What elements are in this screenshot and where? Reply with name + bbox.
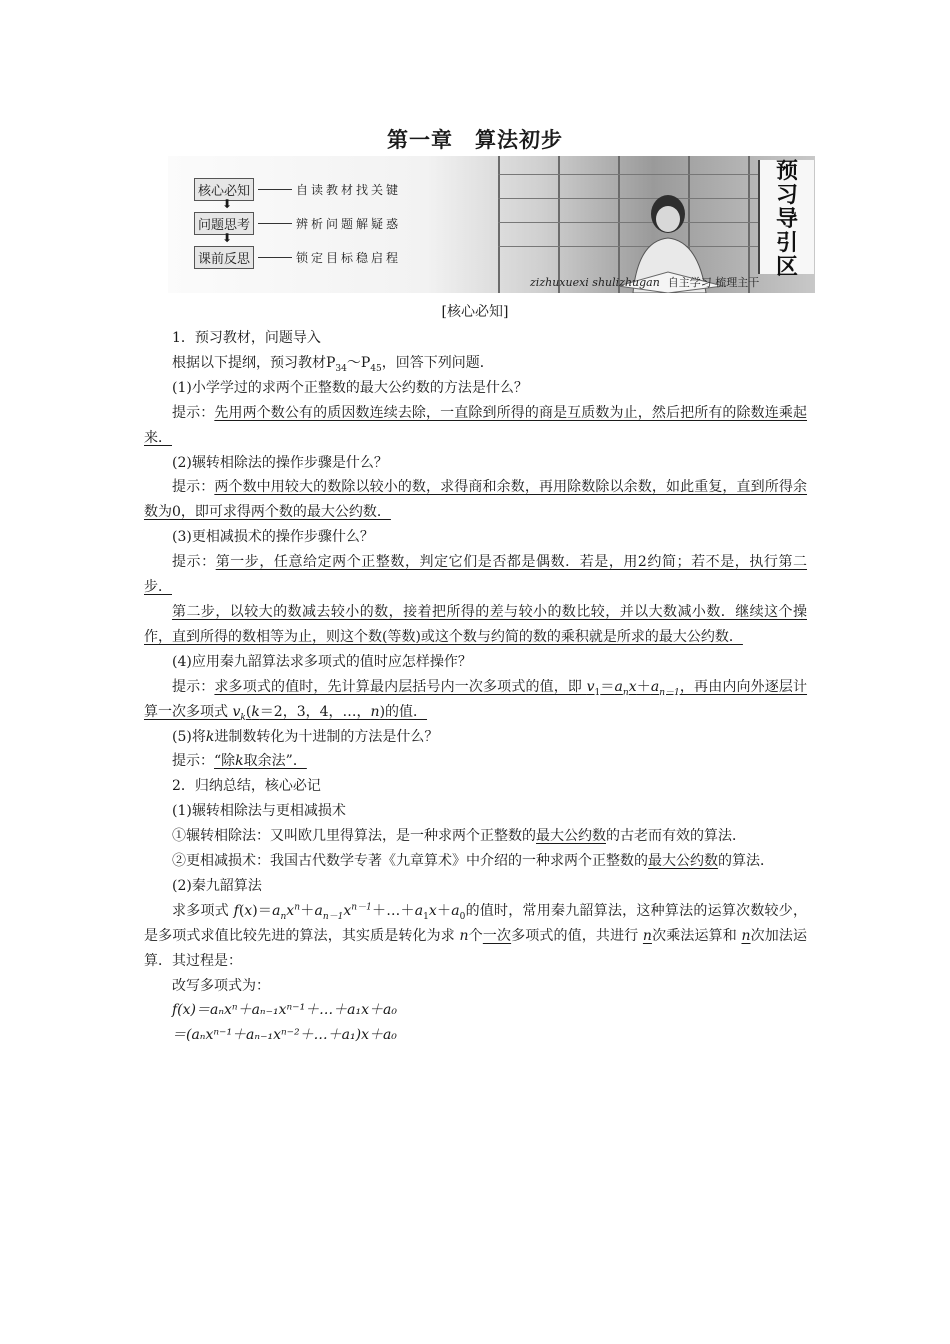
answer-3b: 第二步，以较大的数减去较小的数，接着把所得的差与较小的数比较，并以大数减小数．继续这个操作，直到所得的数相等为止，则这个数(等数)或这个数与约简的数的乘积就是所求的最大公约数． (144, 603, 807, 645)
subheading-1: (1)辗转相除法与更相减损术 (172, 803, 346, 820)
equation-1: f(x)＝aₙxⁿ＋aₙ₋₁xⁿ⁻¹＋…＋a₁x＋a₀ (172, 1002, 397, 1019)
horner-description: 求多项式 $f(x)=a_nx^n+a_{n-1}x^{n-1}+\dots+a_1x+a_0$的值时，常用秦九韶算法，这种算法的运算次数较少，是多项式求值比较先进的算法，其实质是转化为求 n个一次多项式的值，共进行 n次乘法运算和 n次加法运算．其过程是： (144, 902, 808, 969)
answer-1: 提示：先用两个数公有的质因数连续去除，一直除到所得的商是互质数为止，然后把所有的除数连乘起来． (144, 404, 808, 446)
summary-subtraction: ②更相减损术：我国古代数学专著《九章算术》中介绍的一种求两个正整数的最大公约数的算法． (172, 853, 774, 870)
subheading-2: (2)秦九韶算法 (172, 877, 262, 894)
answer-4: 提示：求多项式的值时，先计算最内层括号内一次多项式的值，即 $v_1=a_nx+a_{n-1}$，再由内向外逐层计算一次多项式 $v_k(k=2$，3，4，…，n)的值． (144, 678, 808, 723)
down-arrow-icon: ⬇ (222, 197, 233, 211)
question-5: (5)将k进制数转化为十进制的方法是什么？ (172, 728, 439, 745)
item-1: 1．预习教材，问题导入 (172, 330, 321, 346)
question-3: (3)更相减损术的操作步骤什么？ (172, 529, 374, 546)
equation-2: ＝(aₙxⁿ⁻¹＋aₙ₋₁xⁿ⁻²＋…＋a₁)x＋a₀ (172, 1027, 397, 1044)
answer-3a: 提示：第一步，任意给定两个正整数，判定它们是否都是偶数．若是，用2约简；若不是，执行第二步． (144, 554, 808, 596)
section-header: [核心必知] (441, 304, 509, 320)
rewrite-line: 改写多项式为： (172, 977, 270, 994)
step-reflect (194, 246, 401, 269)
question-4: (4)应用秦九韶算法求多项式的值时应怎样操作？ (172, 653, 472, 670)
step-core-label: 核心必知 (194, 178, 254, 201)
content-body (144, 326, 807, 1048)
answer-5: 提示：“除k取余法”． (172, 753, 307, 770)
summary-euclid: ①辗转相除法：又叫欧几里得算法，是一种求两个正整数的最大公约数的古老而有效的算法． (172, 828, 746, 845)
question-2: (2)辗转相除法的操作步骤是什么？ (172, 454, 388, 471)
step-question-label: 问题思考 (194, 212, 254, 235)
step-reflect-desc: 锁定目标稳启程 (296, 251, 402, 265)
step-reflect-label: 课前反思 (194, 246, 254, 269)
banner-caption: zizhuxuexi shulizhugan 自主学习 梳理主干 (530, 276, 760, 289)
preview-zone-tag: 预 习 导 引 区 (758, 160, 814, 274)
outline-line: 根据以下提纲，预习教材$P_{34}\sim P_{45}$，回答下列问题． (172, 354, 494, 374)
step-question-desc: 辨析问题解疑惑 (296, 217, 402, 231)
question-1: (1)小学学过的求两个正整数的最大公约数的方法是什么？ (172, 379, 528, 396)
answer-2: 提示：两个数中用较大的数除以较小的数，求得商和余数，再用除数除以余数，如此重复，直到所得余数为0，即可求得两个数的最大公约数． (144, 479, 808, 521)
step-core-desc: 自读教材找关键 (296, 183, 402, 197)
page-title: 第一章 算法初步 (387, 128, 563, 152)
item-2: 2．归纳总结，核心必记 (172, 778, 321, 795)
down-arrow-icon: ⬇ (222, 231, 233, 245)
